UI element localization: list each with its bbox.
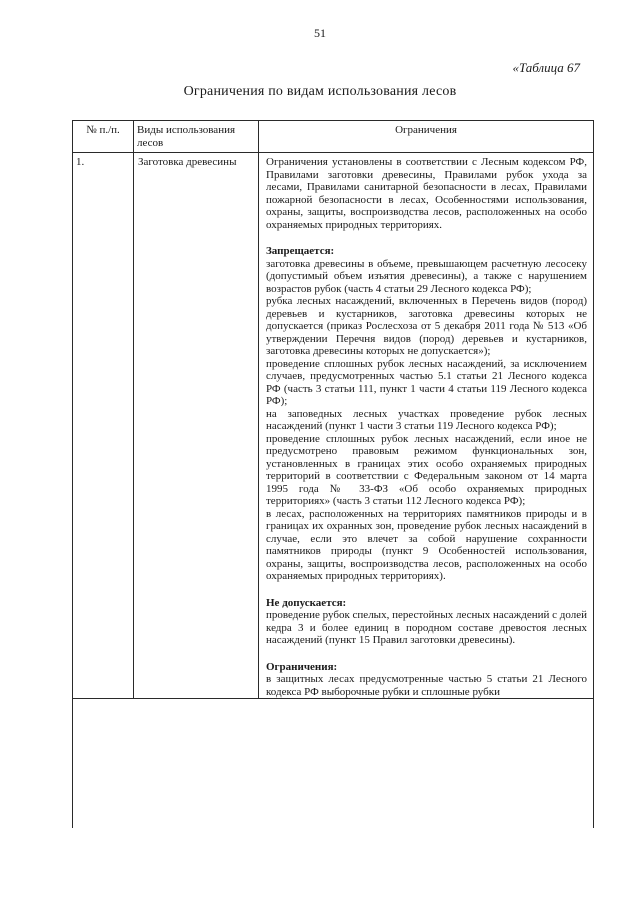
header-forest-use: Виды использования лесов <box>134 121 259 153</box>
row-forest-use: Заготовка древесины <box>134 153 259 699</box>
prohibited-heading: Запрещается: <box>266 245 335 257</box>
prohibited-item: проведение сплошных рубок лесных насаждений, за исключением случаев, предусмотренных частью 5.1 статьи 21 Лесного кодекса РФ (часть 3 статьи 111, пункт 1 части 4 статьи 119 Лесного кодекса РФ); <box>266 357 587 407</box>
prohibited-item: проведение сплошных рубок лесных насаждений, если иное не предусмотрено правовым режимом функциональных зон, установленных в границах этих особо охраняемых природных территорий в соответствии с Федеральным законом от 14 марта 1995 года № 33-ФЗ «Об особо охраняемых природных территориях» (часть 3 статьи 112 Лесного кодекса РФ); <box>266 432 587 507</box>
restrictions-text: в защитных лесах предусмотренные частью 5 статьи 21 Лесного кодекса РФ выборочные рубки и сплошные рубки <box>266 673 587 698</box>
not-allowed-heading: Не допускается: <box>266 596 347 609</box>
header-number: № п./п. <box>73 121 134 153</box>
row-number: 1. <box>73 153 134 699</box>
not-allowed-text: проведение рубок спелых, перестойных лесных насаждений с долей кедра 3 и более единиц в породном составе древостоя лесных насаждений (пункт 15 Правил заготовки древесины). <box>266 609 588 646</box>
table-reference: «Таблица 67 <box>512 60 580 75</box>
prohibited-item: рубка лесных насаждений, включенных в Перечень видов (пород) деревьев и кустарников, заготовка древесины которых не допускается (приказ Рослесхоза от 5 декабря 2011 года № 513 «Об утверждении Перечня видов (пород) деревьев и кустарников, заготовка древесины которых не допускается»); <box>266 295 587 357</box>
document-title: Ограничения по видам использования лесов <box>183 84 457 99</box>
row-restrictions <box>259 153 594 699</box>
prohibited-item: заготовка древесины в объеме, превышающем расчетную лесосеку (допустимый объем изъятия древесины), а также с нарушением возрастов рубок (часть 4 статьи 29 Лесного кодекса РФ); <box>266 257 587 295</box>
restrictions-table <box>72 120 594 828</box>
restrictions-heading: Ограничения: <box>266 660 338 673</box>
prohibited-item: в лесах, расположенных на территориях памятников природы и в границах их охранных зон, проведение рубок лесных насаждений в случае, если это влечет за собой нарушение сохранности памятников природы (пункт 9 Особенностей использования, охраны, защиты, воспроизводства лесов, расположенных на особо охраняемых природных территориях). <box>266 507 587 582</box>
header-restrictions: Ограничения <box>259 121 594 153</box>
page-number: 51 <box>314 26 326 40</box>
table-header-row <box>73 121 593 153</box>
table-row <box>73 153 593 699</box>
intro-paragraph: Ограничения установлены в соответствии с Лесным кодексом РФ, Правилами заготовки древесины, Правилами рубок ухода за лесами, Правилами санитарной безопасности в лесах, Правилами пожарной безопасности в лесах, Особенностями использования, охраны, защиты, воспроизводства лесов, расположенных на особо охраняемых природных территориях. <box>266 156 587 231</box>
prohibited-item: на заповедных лесных участках проведение рубок лесных насаждений (пункт 1 части 3 статьи 119 Лесного кодекса РФ); <box>266 407 587 432</box>
